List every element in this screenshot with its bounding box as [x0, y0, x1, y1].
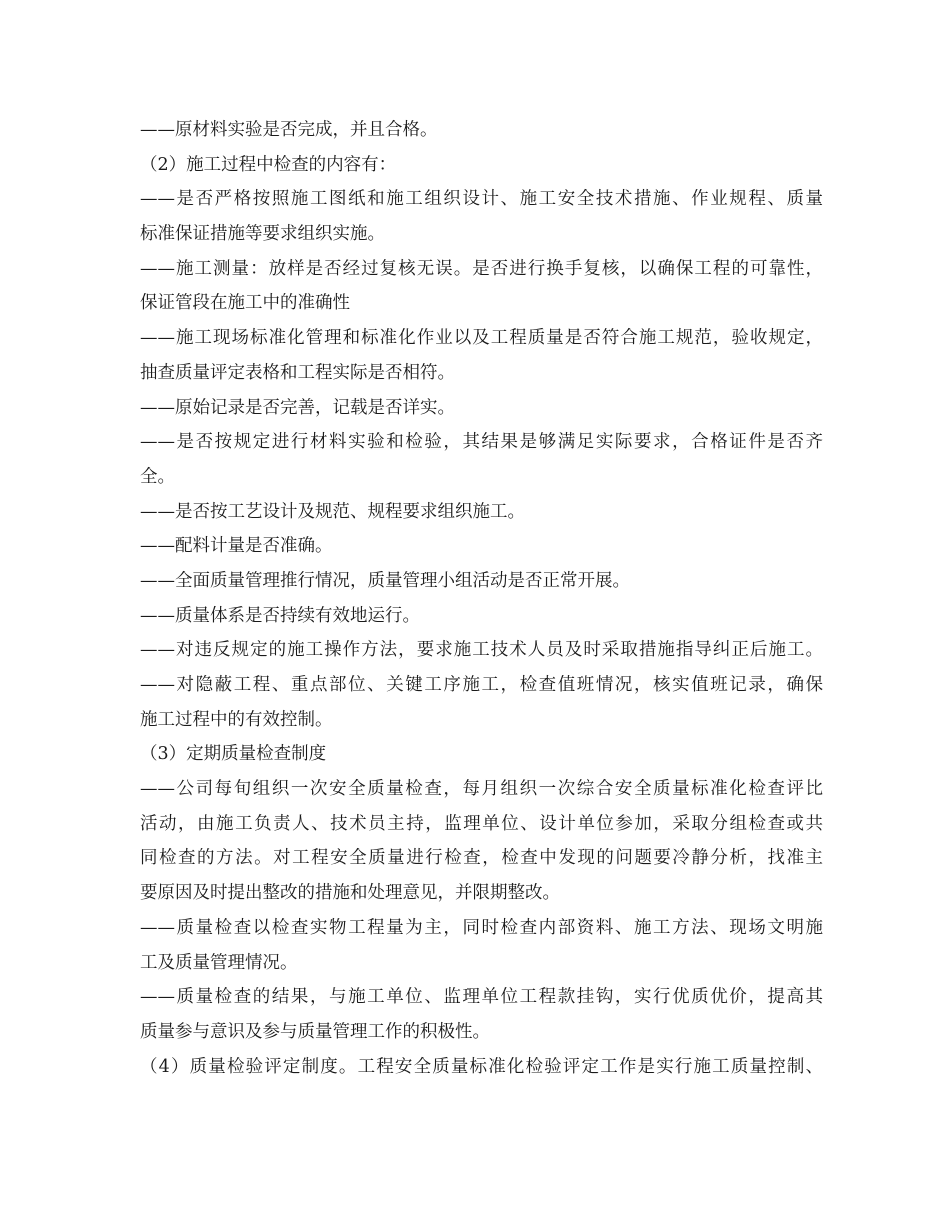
text-line: 同检查的方法。对工程安全质量进行检查，检查中发现的问题要冷静分析，找准主 — [140, 848, 823, 869]
text-line: ——对隐蔽工程、重点部位、关键工序施工，检查值班情况，核实值班记录，确保 — [140, 675, 823, 695]
text-line: ——质量体系是否持续有效地运行。 — [140, 605, 420, 626]
text-line: ——是否严格按照施工图纸和施工组织设计、施工安全技术措施、作业规程、质量 — [140, 189, 823, 210]
section-heading: （3）定期质量检查制度 — [140, 744, 327, 765]
text-line: ——公司每旬组织一次安全质量检查，每月组织一次综合安全质量标准化检查评比 — [140, 779, 823, 800]
document-body — [140, 113, 830, 1084]
text-line: ——是否按规定进行材料实验和检验，其结果是够满足实际要求，合格证件是否齐 — [140, 432, 823, 453]
text-line: 要原因及时提出整改的措施和处理意见，并限期整改。 — [140, 883, 560, 904]
text-line: ——施工测量：放样是否经过复核无误。是否进行换手复核，以确保工程的可靠性， — [140, 258, 823, 279]
text-line: 标准保证措施等要求组织实施。 — [140, 224, 385, 245]
text-line: 抽查质量评定表格和工程实际是否相符。 — [140, 362, 455, 383]
text-line: ——是否按工艺设计及规范、规程要求组织施工。 — [140, 501, 525, 522]
text-line: ——原材料实验是否完成，并且合格。 — [140, 120, 438, 140]
text-line: ——配料计量是否准确。 — [140, 536, 333, 557]
text-line: 全。 — [140, 466, 175, 487]
text-line: 质量参与意识及参与质量管理工作的积极性。 — [140, 1021, 490, 1042]
text-line: ——质量检查的结果，与施工单位、监理单位工程款挂钩，实行优质优价，提高其 — [140, 987, 823, 1008]
section-heading: （2）施工过程中检查的内容有： — [140, 154, 397, 175]
text-line: 工及质量管理情况。 — [140, 952, 298, 973]
text-line: 活动，由施工负责人、技术员主持，监理单位、设计单位参加，采取分组检查或共 — [140, 813, 823, 834]
text-line: ——对违反规定的施工操作方法，要求施工技术人员及时采取措施指导纠正后施工。 — [140, 640, 823, 661]
text-line: ——原始记录是否完善，记载是否详实。 — [140, 397, 455, 418]
text-line: ——全面质量管理推行情况，质量管理小组活动是否正常开展。 — [140, 570, 630, 591]
text-line: 施工过程中的有效控制。 — [140, 709, 333, 730]
text-line: ——施工现场标准化管理和标准化作业以及工程质量是否符合施工规范，验收规定， — [140, 328, 823, 349]
section-heading: （4）质量检验评定制度。工程安全质量标准化检验评定工作是实行施工质量控制、 — [140, 1056, 823, 1077]
text-line: ——质量检查以检查实物工程量为主，同时检查内部资料、施工方法、现场文明施 — [140, 917, 823, 938]
text-line: 保证管段在施工中的准确性 — [140, 293, 350, 314]
